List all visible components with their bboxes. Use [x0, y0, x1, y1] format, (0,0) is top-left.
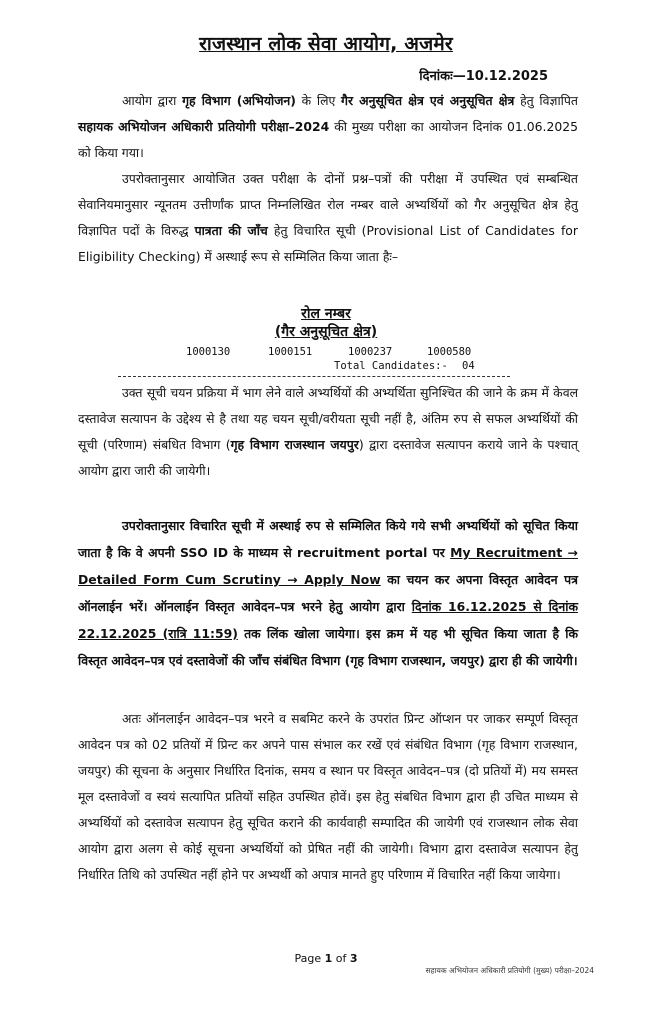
paragraph-online-application: उपरोक्तानुसार विचारित सूची में अस्थाई रुप से सम्मिलित किये गये सभी अभ्यर्थियों को सूचित किया जाता है कि वे अपनी SSO ID के माध्यम से recruitment portal पर My Recruitment → Detailed Form Cum Scrutiny → Apply Now का चयन कर अपना विस्तृत आवेदन पत्र ऑनलाईन भरें। ऑनलाईन विस्तृत आवेदन–पत्र भरने हेतु आयोग द्वारा दिनांक 16.12.2025 से दिनांक 22.12.2025 (रात्रि 11:59) तक लिंक खोला जायेगा। इस क्रम में यह भी सूचित किया जाता है कि विस्तृत आवेदन–पत्र एवं दस्तावेजों की जाँच संबंधित विभाग (गृह विभाग राजस्थान, जयपुर) द्वारा ही की जायेगी।: [78, 518, 578, 668]
roll-number: 1000237: [348, 346, 393, 358]
roll-number: 1000151: [268, 346, 313, 358]
roll-number: 1000130: [186, 346, 231, 358]
page-title: राजस्थान लोक सेवा आयोग, अजमेर: [199, 33, 453, 55]
notice-date: दिनांकः—10.12.2025: [419, 69, 548, 84]
application-window-dates: दिनांक 16.12.2025 से दिनांक 22.12.2025 (रात्रि 11:59): [78, 599, 578, 641]
total-candidates-label: Total Candidates:-: [334, 360, 448, 372]
portal-path-link[interactable]: My Recruitment → Detailed Form Cum Scrutiny → Apply Now: [78, 545, 578, 587]
paragraph-list-purpose: उक्त सूची चयन प्रक्रिया में भाग लेने वाले अभ्यर्थियों की अभ्यर्थिता सुनिश्चित की जाने के क्रम में केवल दस्तावेज सत्यापन के उद्देश्य से है तथा यह चयन सूची/वरीयता सूची नहीं है, अंतिम रुप से सफल अभ्यर्थियों की सूची (परिणाम) संबधित विभाग (गृह विभाग राजस्थान जयपुर) द्वारा दस्तावेज सत्यापन कराये जाने के पश्चात् आयोग द्वारा जारी की जायेगी।: [78, 385, 578, 478]
paragraph-exam-info: आयोग द्वारा गृह विभाग (अभियोजन) के लिए गैर अनुसूचित क्षेत्र एवं अनुसूचित क्षेत्र हेतु विज्ञापित सहायक अभियोजन अधिकारी प्रतियोगी परीक्षा–2024 की मुख्य परीक्षा का आयोजन दिनांक 01.06.2025 को किया गया।: [78, 93, 578, 160]
roll-number-subheading: (गैर अनुसूचित क्षेत्र): [274, 324, 378, 340]
dashed-divider: [118, 376, 510, 377]
footer-exam-name: सहायक अभियोजन अधिकारी प्रतियोगी (मुख्य) परीक्षा–2024: [425, 966, 594, 975]
total-candidates-value: 04: [462, 360, 475, 372]
paragraph-print-instructions: अतः ऑनलाईन आवेदन–पत्र भरने व सबमिट करने के उपरांत प्रिन्ट ऑप्शन पर जाकर सम्पूर्ण विस्तृत आवेदन पत्र को 02 प्रतियों में प्रिन्ट कर अपने पास संभाल कर रखें एवं संबंधित विभाग (गृह विभाग राजस्थान, जयपुर) की सूचना के अनुसार निर्धारित दिनांक, समय व स्थान पर विस्तृत आवेदन–पत्र (दो प्रतियों में) मय समस्त मूल दस्तावेजों व स्वयं सत्यापित प्रतियों सहित उपस्थित होवें। इस हेतु संबधित विभाग द्वारा ही उचित माध्यम से अभ्यर्थियों को दस्तावेज सत्यापन हेतु सूचित कराने की कार्यवाही सम्पादित की जायेगी एवं राजस्थान लोक सेवा आयोग द्वारा अलग से कोई सूचना अभ्यर्थियों को प्रेषित नहीं की जायेगी। विभाग द्वारा दस्तावेज सत्यापन हेतु निर्धारित तिथि को उपस्थित नहीं होने पर अभ्यर्थी को अपात्र मानते हुए परिणाम में विचारित नहीं किया जायेगा।: [78, 711, 578, 882]
paragraph-provisional-list: उपरोक्तानुसार आयोजित उक्त परीक्षा के दोनों प्रश्न–पत्रों की परीक्षा में उपस्थित एवं सम्बन्धित सेवानियमानुसार न्यूनतम उत्तीर्णांक प्राप्त निम्नलिखित रोल नम्बर वाले अभ्यर्थियों को गैर अनुसूचित क्षेत्र हेतु विज्ञापित पदों के विरुद्ध पात्रता की जाँच हेतु विचारित सूची (Provisional List of Candidates for Eligibility Checking) में अस्थाई रूप से सम्मिलित किया जाता हैः–: [78, 171, 578, 264]
roll-number: 1000580: [427, 346, 472, 358]
roll-number-heading: रोल नम्बर: [301, 306, 351, 322]
page-number: Page 1 of 3: [294, 952, 358, 965]
